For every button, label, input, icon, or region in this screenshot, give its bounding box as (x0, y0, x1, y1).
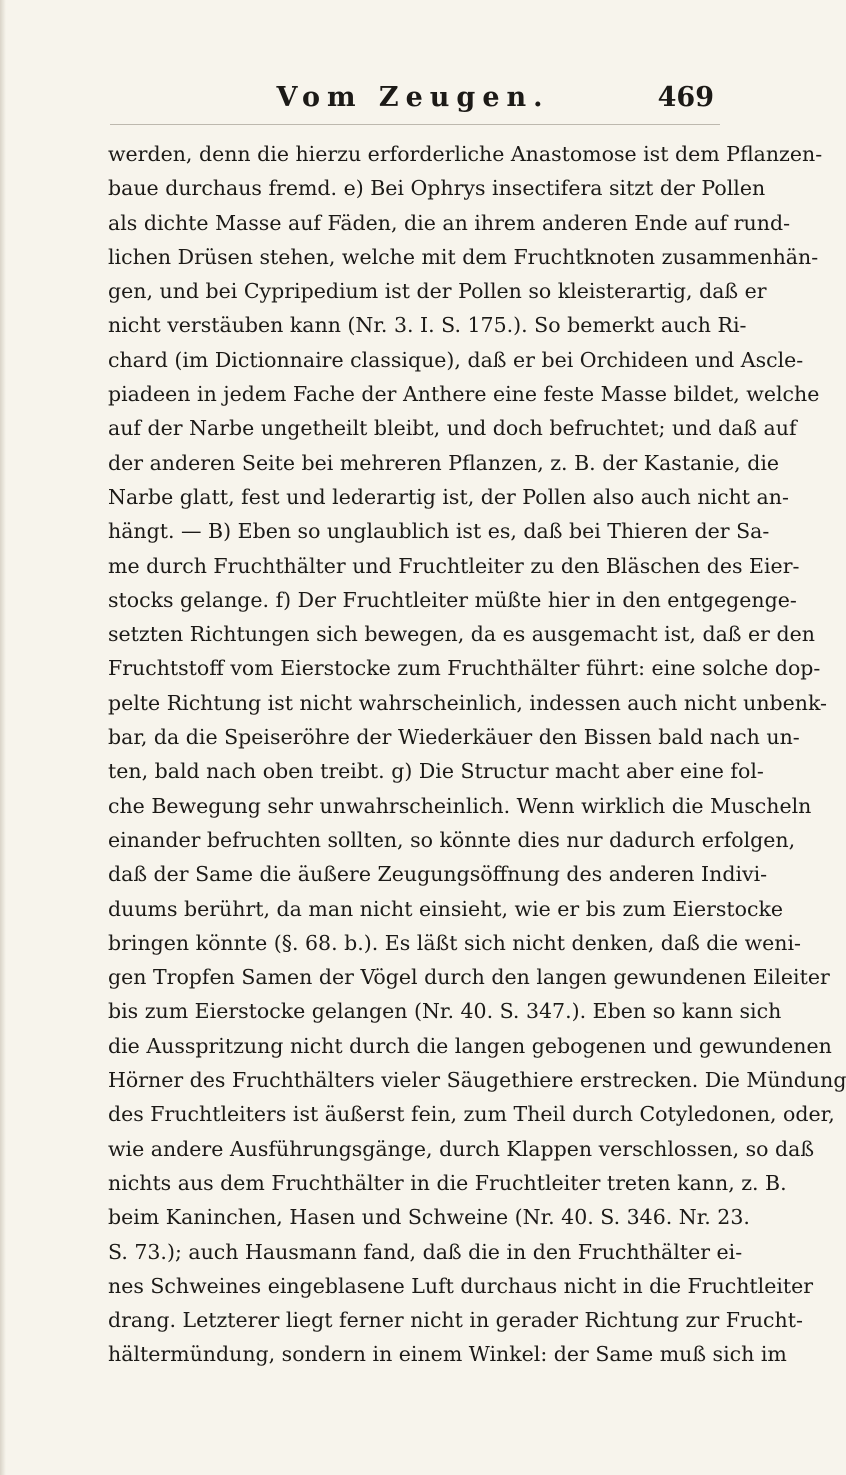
text-line: hängt. — B) Eben so unglaublich ist es, daß bei Thieren der Sa- (108, 519, 770, 544)
text-line: gen Tropfen Samen der Vögel durch den langen gewundenen Eileiter (108, 965, 830, 990)
text-line: bar, da die Speiseröhre der Wiederkäuer den Bissen bald nach un- (108, 725, 800, 750)
text-line: nicht verstäuben kann (Nr. 3. I. S. 175.). So bemerkt auch Ri- (108, 313, 747, 338)
text-line: piadeen in jedem Fache der Anthere eine feste Masse bildet, welche (108, 382, 820, 407)
text-line: Hörner des Fruchthälters vieler Säugethiere erstrecken. Die Mündung (108, 1068, 846, 1093)
text-line: chard (im Dictionnaire classique), daß er bei Orchideen und Ascle- (108, 347, 804, 372)
text-line: nes Schweines eingeblasene Luft durchaus nicht in die Fruchtleiter (108, 1273, 814, 1298)
text-line: des Fruchtleiters ist äußerst fein, zum Theil durch Cotyledonen, oder, (108, 1102, 835, 1127)
text-line: einander befruchten sollten, so könnte dies nur dadurch erfolgen, (108, 827, 796, 852)
text-line: drang. Letzterer liegt ferner nicht in gerader Richtung zur Frucht- (108, 1308, 803, 1333)
text-line: duums berührt, da man nicht einsieht, wie er bis zum Eierstocke (108, 896, 784, 921)
text-line: pelte Richtung ist nicht wahrscheinlich, indessen auch nicht unbenk- (108, 690, 827, 715)
text-line: stocks gelange. f) Der Fruchtleiter müßte hier in den entgegenge- (108, 587, 797, 612)
text-line: me durch Fruchthälter und Fruchtleiter zu den Bläschen des Eier- (108, 553, 800, 578)
text-line: die Ausspritzung nicht durch die langen gebogenen und gewundenen (108, 1033, 832, 1058)
text-line: gen, und bei Cypripedium ist der Pollen so kleisterartig, daß er (108, 279, 767, 304)
text-line: als dichte Masse auf Fäden, die an ihrem anderen Ende auf rund- (108, 210, 791, 235)
text-line: ten, bald nach oben treibt. g) Die Structur macht aber eine fol- (108, 759, 764, 784)
text-line: lichen Drüsen stehen, welche mit dem Fruchtknoten zusammenhän- (108, 244, 819, 269)
page-number: 469 (657, 82, 714, 113)
text-line: hältermündung, sondern in einem Winkel: der Same muß sich im (108, 1342, 787, 1367)
text-line: daß der Same die äußere Zeugungsöffnung des anderen Indivi- (108, 862, 768, 887)
text-line: Narbe glatt, fest und lederartig ist, der Pollen also auch nicht an- (108, 484, 789, 509)
body-text (108, 137, 846, 1372)
running-title: Vom Zeugen. (276, 82, 550, 113)
text-line: setzten Richtungen sich bewegen, da es ausgemacht ist, daß er den (108, 622, 815, 647)
text-line: S. 73.); auch Hausmann fand, daß die in den Fruchthälter ei- (108, 1239, 743, 1264)
text-line: bis zum Eierstocke gelangen (Nr. 40. S. 347.). Eben so kann sich (108, 999, 782, 1024)
text-line: beim Kaninchen, Hasen und Schweine (Nr. 40. S. 346. Nr. 23. (108, 1205, 750, 1230)
text-line: wie andere Ausführungsgänge, durch Klappen verschlossen, so daß (108, 1136, 815, 1161)
text-line: baue durchaus fremd. e) Bei Ophrys insectifera sitzt der Pollen (108, 176, 766, 201)
text-line: nichts aus dem Fruchthälter in die Fruchtleiter treten kann, z. B. (108, 1170, 787, 1195)
header-rule (110, 124, 720, 125)
page-gutter-shadow (0, 0, 6, 1475)
text-line: Fruchtstoff vom Eierstocke zum Fruchthälter führt: eine solche dop- (108, 656, 821, 681)
page-header (108, 80, 718, 120)
text-line: der anderen Seite bei mehreren Pflanzen, z. B. der Kastanie, die (108, 450, 780, 475)
text-line: bringen könnte (§. 68. b.). Es läßt sich nicht denken, daß die weni- (108, 930, 801, 955)
text-line: che Bewegung sehr unwahrscheinlich. Wenn wirklich die Muscheln (108, 793, 812, 818)
text-line: werden, denn die hierzu erforderliche Anastomose ist dem Pflanzen- (108, 142, 823, 166)
text-line: auf der Narbe ungetheilt bleibt, und doch befruchtet; und daß auf (108, 416, 797, 441)
